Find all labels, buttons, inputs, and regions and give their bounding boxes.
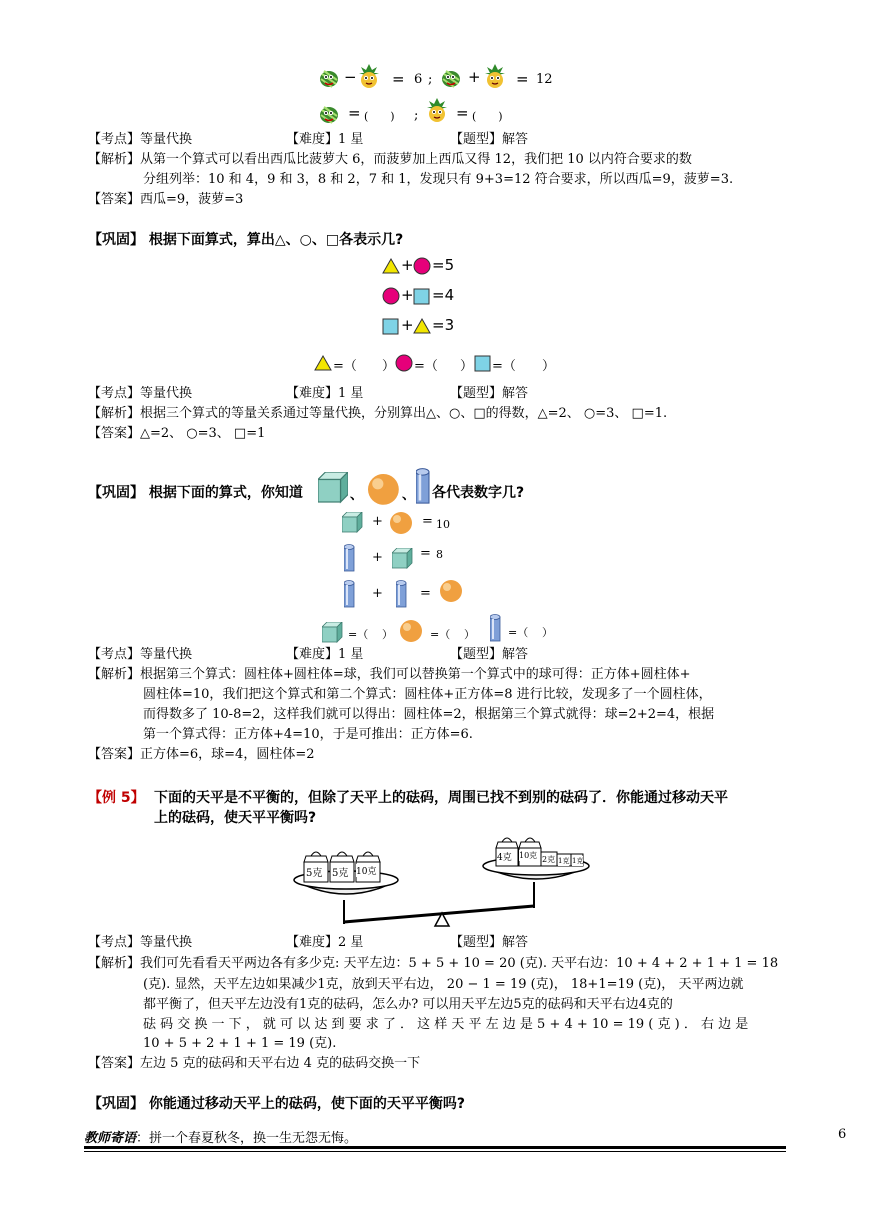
example-number: 【例 5】: [88, 790, 145, 806]
kaodian: 【考点】等量代换: [88, 647, 193, 662]
jiexi-cont: 10 + 5 + 2 + 1 + 1 = 19 (克).: [143, 1036, 337, 1051]
square-icon: [382, 318, 399, 335]
equals-sign: =: [420, 586, 431, 601]
weight-label: 4克: [497, 850, 512, 863]
tixing: 【题型】解答: [450, 386, 529, 401]
section-title: 【巩固】 你能通过移动天平上的砝码，使下面的天平平衡吗?: [88, 1096, 465, 1112]
cylinder-icon: [490, 614, 502, 644]
equals-sign: =: [422, 514, 433, 529]
equals-sign: =: [420, 546, 431, 561]
equation-value: 12: [536, 72, 553, 87]
plus-sign: +: [468, 68, 481, 86]
circle-icon: [413, 257, 431, 275]
shape-answer-row: [314, 353, 574, 375]
equals-sign: =: [456, 104, 469, 122]
answer-close: ）: [542, 359, 556, 374]
ball-icon: [440, 580, 466, 606]
equals-sign: =: [392, 70, 405, 88]
example-title: 下面的天平是不平衡的，但除了天平上的砝码，周围已找不到别的砝码了．你能通过移动天平: [154, 790, 728, 806]
pineapple-icon: [358, 64, 382, 90]
cube-icon: [318, 472, 348, 504]
answer-open: =（: [333, 359, 357, 374]
kaodian: 【考点】等量代换: [88, 386, 193, 401]
cube-icon: [322, 622, 344, 644]
meta-row: [88, 646, 529, 664]
weight-label: 10克: [356, 864, 376, 877]
pineapple-icon: [484, 64, 508, 90]
meta-row: [88, 385, 529, 403]
weight-label: 2克: [542, 855, 556, 864]
cube-icon: [342, 512, 364, 534]
ball-icon: [368, 474, 400, 506]
answer-close: ）: [464, 628, 475, 641]
equation-result: =3: [432, 316, 455, 334]
cylinder-icon: [416, 468, 432, 504]
jiexi-cont: (克). 显然，天平左边如果减少1克，放到天平右边， 20 − 1 = 19 (克)， 18+1=19 (克)， 天平两边就: [143, 977, 744, 992]
daan: 【答案】正方体=6，球=4，圆柱体=2: [88, 747, 315, 762]
watermelon-icon: [318, 102, 342, 126]
example-title-cont: 上的砝码，使天平平衡吗?: [154, 810, 317, 826]
plus-sign: +: [401, 286, 414, 304]
ball-icon: [400, 620, 426, 646]
jiexi: 【解析】我们可先看看天平两边各有多少克: 天平左边：5 + 5 + 10 = 20 (克). 天平右边：10 + 4 + 2 + 1 + 1 = 18: [88, 956, 779, 971]
kaodian: 【考点】等量代换: [88, 935, 193, 950]
answer-open: =（: [508, 626, 529, 639]
plus-sign: +: [401, 256, 414, 274]
triangle-icon: [314, 355, 332, 371]
answer-close: ）: [382, 359, 396, 374]
example-label: [88, 787, 145, 807]
footer-text: ：拼一个春夏秋冬，换一生无怨无悔。: [136, 1131, 358, 1146]
kaodian: 【考点】等量代换: [88, 132, 193, 147]
equation-value: 10: [436, 518, 450, 531]
tixing: 【题型】解答: [450, 132, 529, 147]
nandu: 【难度】1 星: [286, 132, 364, 147]
nandu: 【难度】1 星: [286, 386, 364, 401]
jiexi-cont: 砝 码 交 换 一 下 ， 就 可 以 达 到 要 求 了 ． 这 样 天 平 左 边 是 5 + 4 + 10 = 19 ( 克 ) ． 右 边 是: [143, 1017, 749, 1032]
cube-icon: [392, 548, 414, 570]
footer-rule-thin: [84, 1151, 786, 1152]
section-title: 【巩固】 根据下面算式，算出△、○、□各表示几?: [88, 232, 404, 248]
minus-sign: −: [344, 68, 357, 86]
answer-open: =（: [348, 628, 369, 641]
separator: ;: [414, 108, 419, 123]
footer-rule-thick: [84, 1146, 786, 1149]
tixing: 【题型】解答: [450, 647, 529, 662]
answer-close: ）: [542, 626, 553, 639]
title-sep: 、: [350, 488, 364, 503]
weight-label: 1克: [558, 857, 570, 865]
title-sep: 、: [402, 488, 416, 503]
balance-illustration: [286, 826, 596, 930]
answer-open: =（: [430, 628, 451, 641]
title-part-b: 各代表数字几?: [432, 485, 525, 501]
jiexi-cont: 圆柱体=10，我们把这个算式和第二个算式：圆柱体+正方体=8 进行比较，发现多了一个圆柱体，: [143, 687, 712, 702]
plus-sign: +: [372, 514, 383, 529]
jiexi-cont: 都平衡了，但天平左边没有1克的砝码，怎么办? 可以用天平左边5克的砝码和天平右边4克的: [143, 997, 673, 1012]
jiexi-cont: 第一个算式得：正方体+4=10，于是可推出：正方体=6.: [143, 727, 473, 742]
plus-sign: +: [372, 586, 383, 601]
answer-close: ）: [382, 628, 393, 641]
daan: 【答案】西瓜=9，菠萝=3: [88, 192, 244, 207]
meta-row: [88, 131, 529, 149]
jiexi: 【解析】从第一个算式可以看出西瓜比菠萝大 6，而菠萝加上西瓜又得 12，我们把 10 以内符合要求的数: [88, 152, 692, 167]
plus-sign: +: [401, 316, 414, 334]
square-icon: [474, 355, 491, 372]
equation-value: 6: [414, 72, 423, 87]
weight-label: 5克: [306, 864, 322, 879]
fruit-equations: [318, 66, 578, 130]
section-title-3d: [88, 470, 648, 506]
ball-icon: [390, 512, 414, 536]
jiexi-cont: 分组列举：10 和 4，9 和 3，8 和 2，7 和 1，发现只有 9+3=12 符合要求，所以西瓜=9，菠萝=3.: [143, 172, 734, 187]
triangle-icon: [413, 318, 431, 334]
cylinder-icon: [344, 580, 356, 610]
pineapple-icon: [426, 98, 450, 124]
answer-close: ）: [460, 359, 474, 374]
square-icon: [413, 288, 430, 305]
weight-label: 1克: [572, 857, 584, 865]
meta-row: [88, 934, 529, 952]
watermelon-icon: [440, 66, 464, 90]
tixing: 【题型】解答: [450, 935, 529, 950]
watermelon-icon: [318, 66, 342, 90]
equals-sign: =: [516, 70, 529, 88]
answer-blank: ( ): [472, 110, 503, 123]
circle-icon: [395, 354, 413, 372]
solid-answer-row: [322, 620, 572, 646]
title-part-a: 【巩固】 根据下面的算式，你知道: [88, 485, 303, 501]
daan: 【答案】左边 5 克的砝码和天平右边 4 克的砝码交换一下: [88, 1056, 421, 1071]
answer-open: =（: [414, 359, 438, 374]
plus-sign: +: [372, 550, 383, 565]
nandu: 【难度】2 星: [286, 935, 364, 950]
jiexi-cont: 而得数多了 10-8=2，这样我们就可以得出：圆柱体=2，根据第三个算式就得：球=2+2=4，根据: [143, 707, 715, 722]
nandu: 【难度】1 星: [286, 647, 364, 662]
daan: 【答案】△=2、 ○=3、 □=1: [88, 426, 266, 441]
answer-blank: ( ): [364, 110, 395, 123]
jiexi: 【解析】根据第三个算式：圆柱体+圆柱体=球，我们可以替换第一个算式中的球可得：正方体+圆柱体+: [88, 667, 691, 682]
triangle-icon: [382, 258, 400, 274]
equation-result: =5: [432, 256, 455, 274]
equation-result: =4: [432, 286, 455, 304]
footer-label: 教师寄语: [84, 1131, 137, 1146]
weight-label: 10克: [519, 851, 538, 860]
answer-open: =（: [492, 359, 516, 374]
footer-motto: [84, 1127, 357, 1146]
page-number: 6: [838, 1127, 847, 1142]
equation-value: 8: [436, 548, 443, 561]
jiexi: 【解析】根据三个算式的等量关系通过等量代换，分别算出△、○、□的得数，△=2、 ○=3、 □=1.: [88, 406, 668, 421]
separator: ;: [428, 72, 433, 87]
cylinder-icon: [396, 580, 408, 610]
weight-label: 5克: [332, 864, 348, 879]
circle-icon: [382, 287, 400, 305]
cylinder-icon: [344, 544, 356, 574]
equals-sign: =: [348, 104, 361, 122]
